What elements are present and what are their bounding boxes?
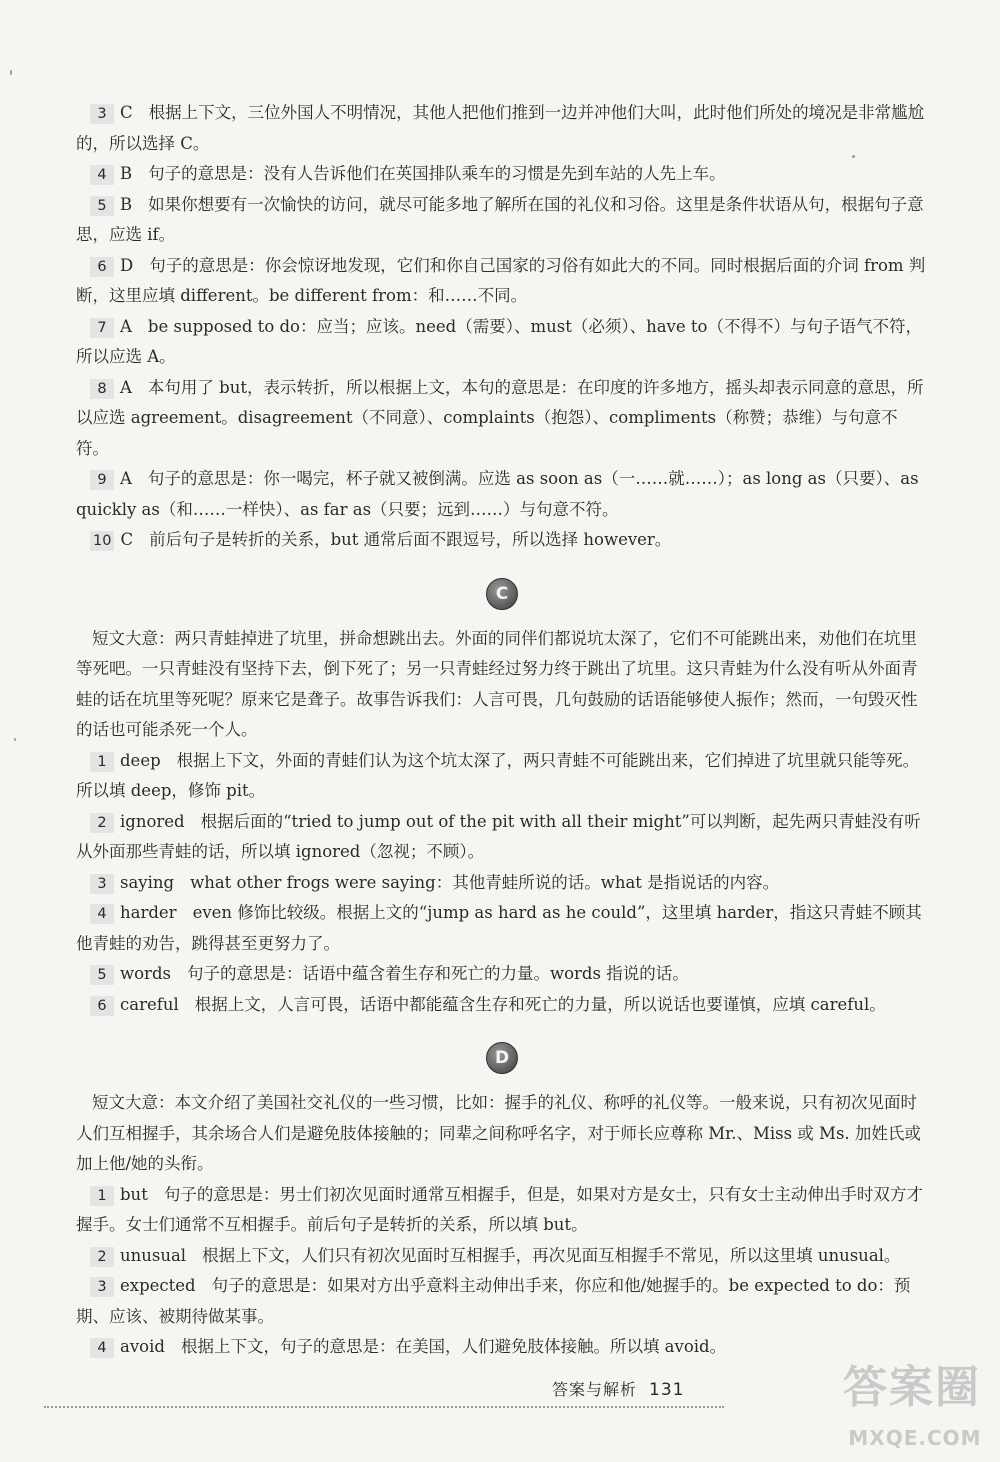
item-answer: words (120, 964, 171, 983)
item-explanation: 前后句子是转折的关系，but 通常后面不跟逗号，所以选择 however。 (149, 530, 672, 549)
item-explanation: what other frogs were saying：其他青蛙所说的话。what 是指说话的内容。 (190, 872, 780, 892)
item-answer: D (120, 255, 134, 275)
item-number: 1 (90, 1186, 114, 1206)
answer-item (76, 959, 928, 990)
section-c-letter: C (495, 583, 509, 604)
item-explanation: 句子的意思是：话语中蕴含着生存和死亡的力量。words 指说的话。 (186, 964, 689, 983)
item-explanation: 句子的意思是：男士们初次见面时通常互相握手，但是，如果对方是女士，只有女士主动伸出手时双方才握手。女士们通常不互相握手。前后句子是转折的关系，所以填 but。 (76, 1184, 923, 1234)
item-explanation: 如果你想要有一次愉快的访问，就尽可能多地了解所在国的礼仪和习俗。这里是条件状语从句，根据句子意思，应选 if。 (76, 194, 924, 244)
item-number: 8 (90, 379, 114, 399)
page-footer (552, 1380, 684, 1400)
item-answer: expected (120, 1276, 196, 1295)
answer-item (76, 1180, 928, 1241)
item-explanation: 句子的意思是：你会惊讶地发现，它们和你自己国家的习俗有如此大的不同。同时根据后面的介词 from 判断，这里应填 different。be different from：和……不同。 (76, 255, 926, 305)
item-explanation: 根据上文，人言可畏，话语中都能蕴含生存和死亡的力量，所以说话也要谨慎，应填 careful。 (194, 994, 886, 1014)
answer-item (76, 98, 928, 159)
item-answer: B (120, 164, 133, 183)
item-number: 1 (90, 752, 114, 772)
item-answer: harder (120, 903, 177, 922)
item-answer: C (120, 530, 134, 549)
item-explanation: 句子的意思是：你一喝完，杯子就又被倒满。应选 as soon as（一……就……）；as long as（只要）、as quickly as（和……一样快）、as far as（只要；远到……）与句意不符。 (76, 469, 919, 519)
section-c (76, 624, 928, 1021)
answer-item (76, 868, 928, 899)
answer-item (76, 251, 928, 312)
answer-item (76, 807, 928, 868)
item-answer: avoid (120, 1337, 165, 1356)
item-answer: C (120, 103, 133, 122)
item-answer: ignored (120, 811, 185, 831)
footer-title: 答案与解析 (552, 1380, 638, 1399)
page-number: 131 (649, 1380, 685, 1400)
section-d-summary: 短文大意：本文介绍了美国社交礼仪的一些习惯，比如：握手的礼仪、称呼的礼仪等。一般来说，只有初次见面时人们互相握手，其余场合人们是避免肢体接触的；同辈之间称呼名字，对于师长应尊称 Mr.、Miss 或 Ms. 加姓氏或加上他/她的头衔。 (76, 1093, 921, 1173)
answer-item (76, 1271, 928, 1332)
answer-item (76, 1332, 928, 1363)
item-answer: but (120, 1184, 148, 1204)
item-number: 2 (90, 1247, 114, 1267)
item-explanation: 句子的意思是：如果对方出乎意料主动伸出手来，你应和他/她握手的。be expected to do：预期、应该、被期待做某事。 (76, 1276, 911, 1326)
item-answer: B (120, 194, 133, 214)
answer-item (76, 312, 928, 373)
answer-content (76, 98, 928, 1363)
answer-item (76, 1241, 928, 1272)
section-b-items (76, 98, 928, 556)
item-explanation: 本句用了 but，表示转折，所以根据上文，本句的意思是：在印度的许多地方，摇头却表示同意的意思，所以应选 agreement。disagreement（不同意）、complaints（抱怨）、compliments（称赞；恭维）与句意不符。 (76, 377, 924, 458)
item-number: 4 (90, 904, 114, 924)
item-answer: unusual (120, 1245, 187, 1265)
item-number: 6 (90, 996, 114, 1016)
section-d (76, 1088, 928, 1363)
item-explanation: even 修饰比较级。根据上文的“jump as hard as he could”，这里填 harder，指这只青蛙不顾其他青蛙的劝告，跳得甚至更努力了。 (76, 903, 922, 953)
section-d-letter: D (494, 1048, 510, 1068)
item-explanation: 句子的意思是：没有人告诉他们在英国排队乘车的习惯是先到车站的人先上车。 (148, 164, 726, 183)
item-number: 5 (90, 196, 114, 216)
item-number: 4 (90, 1338, 114, 1358)
item-number: 10 (90, 531, 114, 551)
section-d-marker (486, 1042, 518, 1074)
item-number: 6 (90, 257, 114, 277)
item-answer: saying (120, 872, 175, 892)
answer-item (76, 746, 928, 807)
answer-item (76, 525, 928, 556)
item-explanation: 根据上下文，句子的意思是：在美国，人们避免肢体接触。所以填 avoid。 (180, 1337, 727, 1356)
answer-item (76, 190, 928, 251)
item-answer: A (120, 469, 132, 488)
watermark-url: MXQE.COM (848, 1426, 982, 1450)
item-answer: A (120, 316, 132, 336)
item-number: 9 (90, 470, 114, 490)
answer-item (76, 159, 928, 190)
scan-speck (852, 155, 855, 158)
item-answer: careful (120, 994, 179, 1014)
scan-speck (14, 738, 16, 741)
answer-item (76, 898, 928, 959)
item-explanation: 根据上下文，人们只有初次见面时互相握手，再次见面互相握手不常见，所以这里填 unusual。 (202, 1245, 901, 1265)
item-explanation: be supposed to do：应当；应该。need（需要）、must（必须）、have to（不得不）与句子语气不符，所以应选 A。 (76, 316, 922, 366)
answer-item (76, 990, 928, 1021)
item-explanation: 根据上下文，三位外国人不明情况，其他人把他们推到一边并冲他们大叫，此时他们所处的境况是非常尴尬的，所以选择 C。 (76, 103, 925, 153)
item-number: 3 (90, 1277, 114, 1297)
item-answer: deep (120, 750, 161, 770)
footer-divider (44, 1406, 724, 1408)
item-number: 5 (90, 965, 114, 985)
section-c-summary: 短文大意：两只青蛙掉进了坑里，拼命想跳出去。外面的同伴们都说坑太深了，它们不可能跳出来，劝他们在坑里等死吧。一只青蛙没有坚持下去，倒下死了；另一只青蛙经过努力终于跳出了坑里。这只青蛙为什么没有听从外面青蛙的话在坑里等死呢？原来它是聋子。故事告诉我们：人言可畏，几句鼓励的话语能够使人振作；然而，一句毁灭性的话也可能杀死一个人。 (76, 628, 918, 739)
answer-item (76, 373, 928, 465)
item-explanation: 根据后面的“tried to jump out of the pit with all their might”可以判断，起先两只青蛙没有听从外面那些青蛙的话，所以填 ignored（忽视；不顾）。 (76, 811, 921, 861)
item-number: 2 (90, 813, 114, 833)
answer-item (76, 464, 928, 525)
watermark-logo: 答案圈 (843, 1362, 981, 1413)
item-number: 7 (90, 318, 114, 338)
section-c-marker (486, 578, 518, 610)
item-explanation: 根据上下文，外面的青蛙们认为这个坑太深了，两只青蛙不可能跳出来，它们掉进了坑里就只能等死。所以填 deep，修饰 pit。 (76, 750, 920, 800)
scan-speck (10, 70, 12, 75)
item-number: 3 (90, 874, 114, 894)
item-number: 3 (90, 104, 114, 124)
item-answer: A (120, 377, 132, 397)
item-number: 4 (90, 165, 114, 185)
